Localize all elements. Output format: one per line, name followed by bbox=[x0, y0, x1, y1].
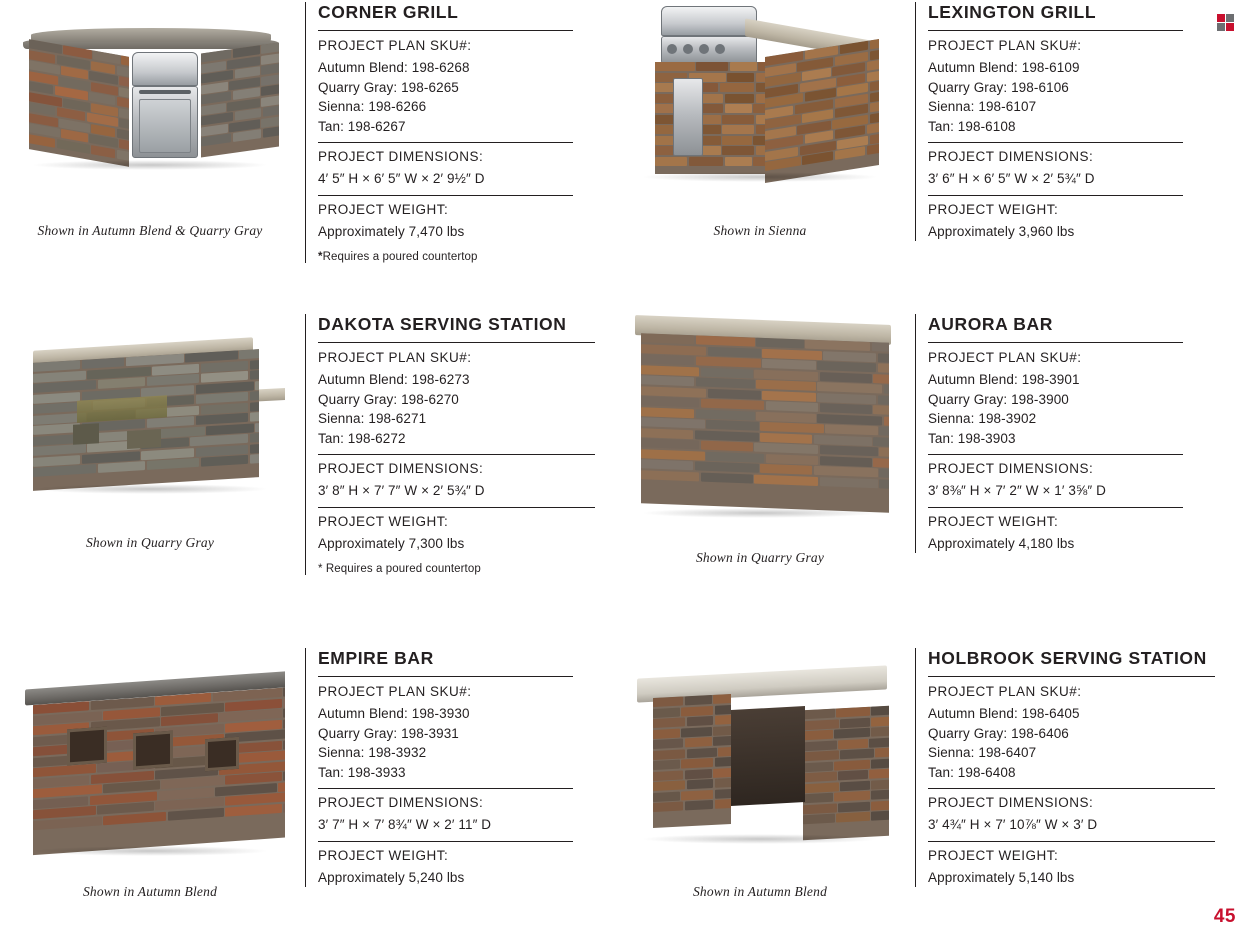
footnote bbox=[318, 251, 573, 263]
weight-value: Approximately 7,470 lbs bbox=[318, 223, 465, 239]
sku-autumn-blend: Autumn Blend: 198-3901 bbox=[928, 372, 1080, 387]
product-title: LEXINGTON GRILL bbox=[928, 2, 1183, 31]
weight-heading: PROJECT WEIGHT: bbox=[928, 513, 1059, 529]
sku-quarry-gray: Quarry Gray: 198-3900 bbox=[928, 391, 1069, 407]
dimensions-value: 3′ 8″ H × 7′ 7″ W × 2′ 5¾″ D bbox=[318, 483, 485, 499]
footnote-star: * bbox=[318, 251, 323, 264]
product-corner-grill bbox=[0, 0, 573, 263]
weight-heading: PROJECT WEIGHT: bbox=[318, 847, 449, 863]
product-caption: Shown in Autumn Blend bbox=[82, 884, 218, 899]
sku-quarry-gray: Quarry Gray: 198-6270 bbox=[318, 391, 459, 407]
dimensions-value: 3′ 6″ H × 6′ 5″ W × 2′ 5¾″ D bbox=[928, 171, 1095, 187]
sku-quarry-gray: Quarry Gray: 198-3931 bbox=[318, 725, 459, 741]
sku-tan: Tan: 198-6408 bbox=[928, 764, 1016, 780]
sku-tan: Tan: 198-3903 bbox=[928, 430, 1016, 446]
weight-section bbox=[318, 202, 573, 242]
page-number: 45 bbox=[1213, 906, 1236, 927]
four-square-logo-icon bbox=[1217, 14, 1234, 31]
product-photo-column bbox=[0, 646, 300, 900]
aurora-bar-photo bbox=[625, 312, 895, 542]
footnote-star: * bbox=[318, 563, 323, 576]
sku-heading: PROJECT PLAN SKU#: bbox=[318, 38, 472, 53]
sku-section bbox=[928, 684, 1215, 789]
product-title: CORNER GRILL bbox=[318, 2, 573, 31]
sku-sienna: Sienna: 198-3902 bbox=[928, 411, 1037, 427]
product-empire-bar bbox=[0, 646, 573, 900]
dimensions-heading: PROJECT DIMENSIONS: bbox=[318, 149, 484, 165]
dimensions-heading: PROJECT DIMENSIONS: bbox=[318, 795, 484, 811]
sku-autumn-blend: Autumn Blend: 198-6405 bbox=[928, 706, 1080, 721]
holbrook-photo bbox=[625, 646, 895, 876]
sku-autumn-blend: Autumn Blend: 198-6109 bbox=[928, 60, 1080, 75]
weight-value: Approximately 3,960 lbs bbox=[928, 223, 1075, 239]
product-photo-column bbox=[0, 312, 300, 551]
dimensions-heading: PROJECT DIMENSIONS: bbox=[928, 461, 1094, 477]
dimensions-value: 4′ 5″ H × 6′ 5″ W × 2′ 9½″ D bbox=[318, 171, 485, 187]
empire-bar-photo bbox=[15, 646, 285, 876]
weight-section bbox=[928, 514, 1183, 554]
dimensions-section bbox=[928, 149, 1183, 196]
product-caption: Shown in Quarry Gray bbox=[695, 550, 825, 565]
dimensions-section bbox=[928, 795, 1215, 842]
product-caption: Shown in Autumn Blend & Quarry Gray bbox=[37, 223, 263, 238]
product-aurora-bar bbox=[610, 312, 1183, 566]
sku-sienna: Sienna: 198-6407 bbox=[928, 745, 1037, 761]
product-holbrook-serving-station bbox=[610, 646, 1215, 900]
footnote-text: Requires a poured countertop bbox=[325, 563, 481, 576]
dimensions-heading: PROJECT DIMENSIONS: bbox=[928, 149, 1094, 165]
sku-sienna: Sienna: 198-6271 bbox=[318, 411, 427, 427]
sku-sienna: Sienna: 198-6266 bbox=[318, 99, 427, 115]
sku-section bbox=[318, 38, 573, 143]
sku-quarry-gray: Quarry Gray: 198-6265 bbox=[318, 79, 459, 95]
product-photo-column bbox=[610, 312, 910, 566]
dimensions-section bbox=[928, 461, 1183, 508]
sku-heading: PROJECT PLAN SKU#: bbox=[928, 350, 1082, 365]
dakota-spec bbox=[305, 314, 595, 575]
product-caption: Shown in Quarry Gray bbox=[85, 535, 215, 550]
sku-tan: Tan: 198-3933 bbox=[318, 764, 406, 780]
footnote bbox=[318, 563, 595, 575]
lexington-grill-photo bbox=[625, 0, 895, 215]
dimensions-heading: PROJECT DIMENSIONS: bbox=[318, 461, 484, 477]
holbrook-spec bbox=[915, 648, 1215, 887]
dimensions-section bbox=[318, 149, 573, 196]
weight-heading: PROJECT WEIGHT: bbox=[318, 513, 449, 529]
sku-autumn-blend: Autumn Blend: 198-6273 bbox=[318, 372, 470, 387]
sku-heading: PROJECT PLAN SKU#: bbox=[318, 684, 472, 699]
weight-heading: PROJECT WEIGHT: bbox=[318, 201, 449, 217]
weight-value: Approximately 7,300 lbs bbox=[318, 535, 465, 551]
sku-heading: PROJECT PLAN SKU#: bbox=[928, 684, 1082, 699]
sku-section bbox=[928, 350, 1183, 455]
product-photo-column bbox=[610, 0, 910, 239]
sku-sienna: Sienna: 198-3932 bbox=[318, 745, 427, 761]
weight-value: Approximately 4,180 lbs bbox=[928, 535, 1075, 551]
product-caption: Shown in Sienna bbox=[713, 223, 807, 238]
sku-heading: PROJECT PLAN SKU#: bbox=[318, 350, 472, 365]
sku-autumn-blend: Autumn Blend: 198-6268 bbox=[318, 60, 470, 75]
lexington-grill-spec bbox=[915, 2, 1183, 241]
product-title: HOLBROOK SERVING STATION bbox=[928, 648, 1215, 677]
weight-section bbox=[318, 514, 595, 554]
weight-section bbox=[928, 202, 1183, 242]
product-caption: Shown in Autumn Blend bbox=[692, 884, 828, 899]
weight-section bbox=[318, 848, 573, 888]
product-photo-column bbox=[610, 646, 910, 900]
dimensions-section bbox=[318, 795, 573, 842]
sku-section bbox=[928, 38, 1183, 143]
dimensions-heading: PROJECT DIMENSIONS: bbox=[928, 795, 1094, 811]
dakota-photo bbox=[15, 312, 285, 527]
product-title: DAKOTA SERVING STATION bbox=[318, 314, 595, 343]
sku-autumn-blend: Autumn Blend: 198-3930 bbox=[318, 706, 470, 721]
sku-section bbox=[318, 350, 595, 455]
footnote-text: Requires a poured countertop bbox=[322, 251, 478, 264]
sku-tan: Tan: 198-6267 bbox=[318, 118, 406, 134]
sku-tan: Tan: 198-6272 bbox=[318, 430, 406, 446]
product-lexington-grill bbox=[610, 0, 1183, 241]
sku-sienna: Sienna: 198-6107 bbox=[928, 99, 1037, 115]
weight-heading: PROJECT WEIGHT: bbox=[928, 201, 1059, 217]
sku-tan: Tan: 198-6108 bbox=[928, 118, 1016, 134]
corner-grill-photo bbox=[15, 0, 285, 215]
dimensions-section bbox=[318, 461, 595, 508]
dimensions-value: 3′ 8⅜″ H × 7′ 2″ W × 1′ 3⅝″ D bbox=[928, 483, 1106, 499]
product-photo-column bbox=[0, 0, 300, 239]
weight-value: Approximately 5,140 lbs bbox=[928, 869, 1075, 885]
product-dakota-serving-station bbox=[0, 312, 595, 575]
corner-grill-spec bbox=[305, 2, 573, 263]
sku-quarry-gray: Quarry Gray: 198-6406 bbox=[928, 725, 1069, 741]
dimensions-value: 3′ 7″ H × 7′ 8¾″ W × 2′ 11″ D bbox=[318, 817, 492, 833]
product-title: AURORA BAR bbox=[928, 314, 1183, 343]
sku-heading: PROJECT PLAN SKU#: bbox=[928, 38, 1082, 53]
weight-value: Approximately 5,240 lbs bbox=[318, 869, 465, 885]
weight-heading: PROJECT WEIGHT: bbox=[928, 847, 1059, 863]
sku-section bbox=[318, 684, 573, 789]
dimensions-value: 3′ 4¾″ H × 7′ 10⅞″ W × 3′ D bbox=[928, 817, 1098, 833]
aurora-bar-spec bbox=[915, 314, 1183, 553]
sku-quarry-gray: Quarry Gray: 198-6106 bbox=[928, 79, 1069, 95]
weight-section bbox=[928, 848, 1215, 888]
product-title: EMPIRE BAR bbox=[318, 648, 573, 677]
empire-bar-spec bbox=[305, 648, 573, 887]
